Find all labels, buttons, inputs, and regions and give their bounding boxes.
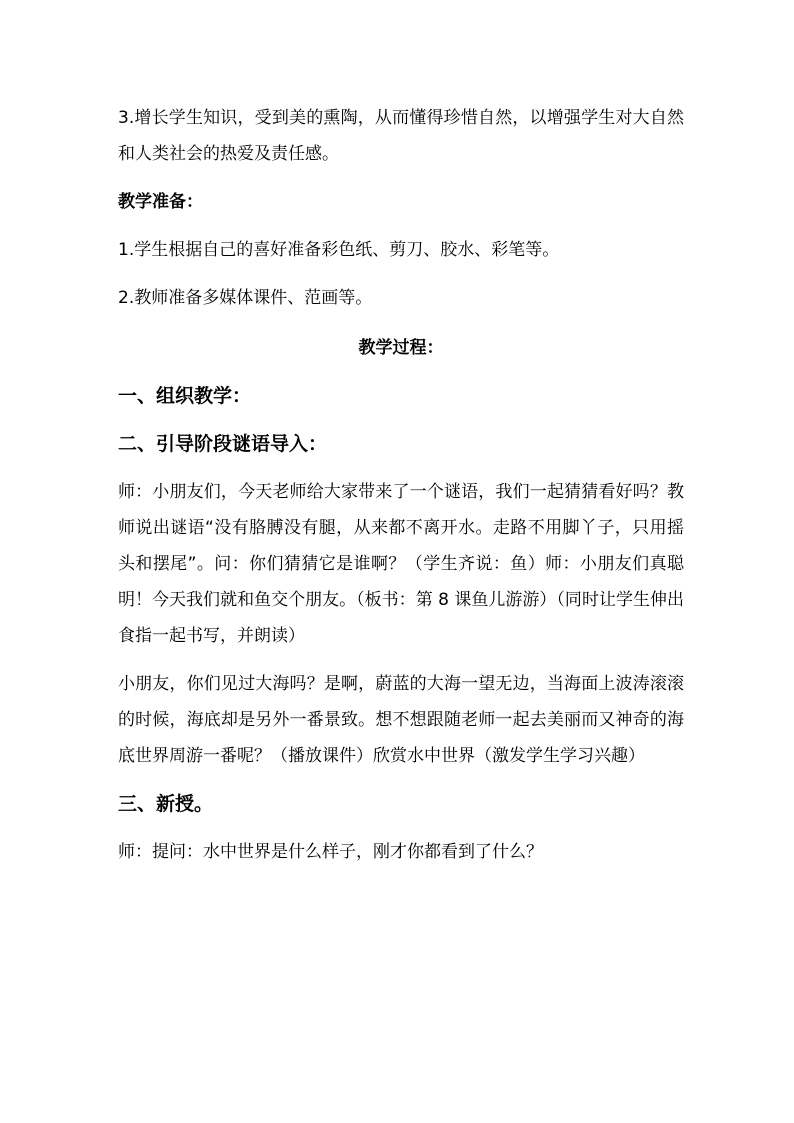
ocean-paragraph: 小朋友，你们见过大海吗？是啊，蔚蓝的大海一望无边，当海面上波涛滚滚的时候，海底却是另外一番景致。想不想跟随老师一起去美丽而又神奇的海底世界周游一番呢？（播放课件）欣赏水中世界（激发学生学习兴趣） bbox=[118, 674, 684, 766]
teacher-preparation-paragraph: 2.教师准备多媒体课件、范画等。 bbox=[118, 288, 373, 308]
section-heading-organize: 一、组织教学： bbox=[118, 385, 252, 407]
teaching-preparation-label: 教学准备： bbox=[118, 192, 203, 212]
objective-paragraph: 3.增长学生知识，受到美的熏陶，从而懂得珍惜自然，以增强学生对大自然和人类社会的热爱及责任感。 bbox=[118, 108, 684, 164]
question-paragraph: 师：提问：水中世界是什么样子，刚才你都看到了什么？ bbox=[118, 842, 543, 862]
teaching-process-title: 教学过程： bbox=[358, 338, 444, 358]
riddle-paragraph: 师：小朋友们，今天老师给大家带来了一个谜语，我们一起猜猜看好吗？教师说出谜语“没有胳膊没有腿，从来都不离开水。走路不用脚丫子，只用摇头和摆尾”。问：你们猜猜它是谁啊？（学生齐说：鱼）师：小朋友们真聪明！今天我们就和鱼交个朋友。（板书：第 8 课鱼儿游游）（同时让学生伸出食指一起书写，并朗读） bbox=[118, 482, 684, 646]
document-page bbox=[118, 100, 684, 882]
student-preparation-paragraph: 1.学生根据自己的喜好准备彩色纸、剪刀、胶水、彩笔等。 bbox=[118, 240, 560, 260]
section-heading-new-lesson: 三、新授。 bbox=[118, 793, 214, 815]
section-heading-riddle-intro: 二、引导阶段谜语导入： bbox=[118, 433, 328, 455]
